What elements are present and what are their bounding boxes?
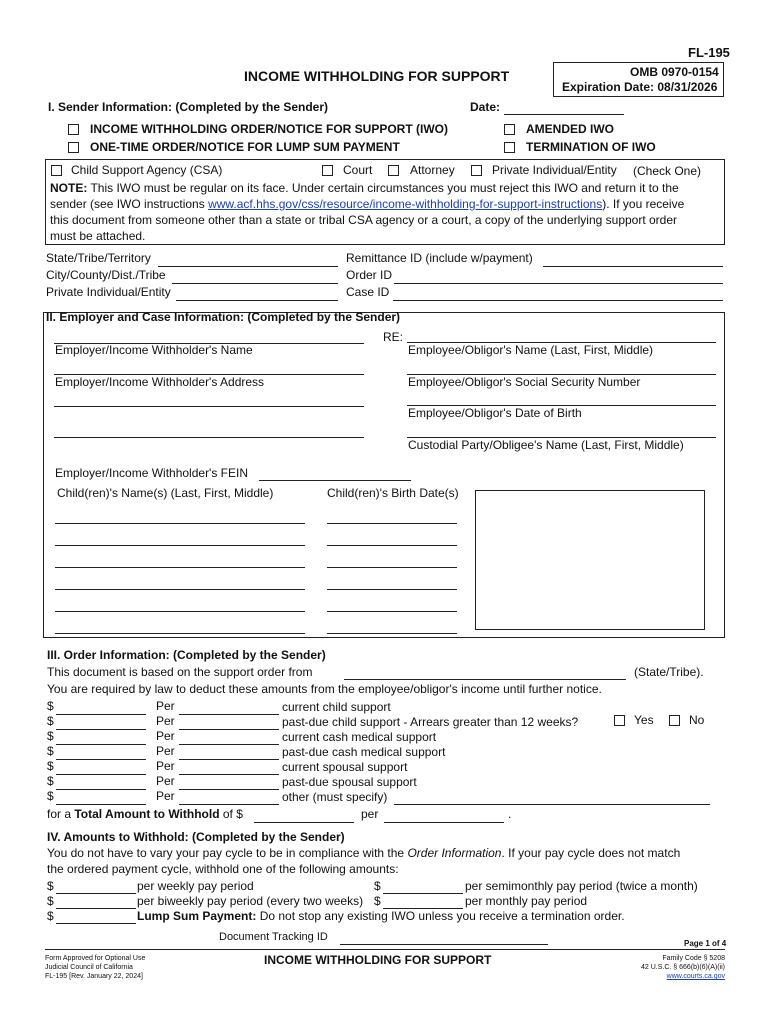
custodial-label: Custodial Party/Obligee's Name (Last, First, Middle) [408, 438, 684, 452]
section-4-text-1 [47, 846, 680, 860]
lump-sum-amount-field[interactable] [56, 923, 136, 924]
note-label: NOTE: [50, 181, 88, 195]
dollar-sign: $ [47, 894, 54, 908]
website-link[interactable]: www.courts.ca.gov [666, 973, 725, 980]
additional-info-box[interactable] [475, 490, 705, 630]
per-label: Per [156, 774, 175, 788]
private-entity-label: Private Individual/Entity [46, 285, 171, 299]
child-name-2[interactable] [55, 545, 305, 546]
total-per-label: per [361, 807, 379, 821]
total-per-field[interactable] [384, 822, 504, 823]
onetime-label: ONE-TIME ORDER/NOTICE FOR LUMP SUM PAYMENT [90, 140, 400, 154]
child-name-3[interactable] [55, 567, 305, 568]
case-id-label: Case ID [346, 285, 390, 299]
section-3-heading: III. Order Information: (Completed by the Sender) [47, 648, 326, 662]
text-1-italic: Order Information [407, 846, 502, 860]
dollar-sign: $ [374, 879, 381, 893]
dollar-sign: $ [47, 909, 54, 923]
private-label: Private Individual/Entity [492, 163, 617, 177]
total-line [47, 807, 243, 821]
per-field-4[interactable] [179, 759, 279, 760]
child-name-5[interactable] [55, 611, 305, 612]
per-label: Per [156, 759, 175, 773]
dollar-sign: $ [47, 759, 54, 773]
tracking-field[interactable] [340, 944, 548, 945]
child-dob-2[interactable] [327, 545, 457, 546]
per-field-7[interactable] [179, 804, 279, 805]
lump-sum-line [137, 909, 625, 923]
city-label: City/County/Dist./Tribe [46, 268, 166, 282]
dollar-sign: $ [47, 714, 54, 728]
attorney-label: Attorney [410, 163, 455, 177]
footer-title: INCOME WITHHOLDING FOR SUPPORT [264, 953, 492, 967]
court-checkbox[interactable] [322, 165, 333, 176]
dollar-sign: $ [47, 774, 54, 788]
section-2-heading: II. Employer and Case Information: (Completed by the Sender) [46, 310, 401, 324]
footer-divider [45, 949, 725, 950]
based-on-label: This document is based on the support order from [47, 665, 313, 679]
state-tribe-label: (State/Tribe). [634, 665, 704, 679]
children-dob-label: Child(ren)'s Birth Date(s) [327, 486, 459, 500]
omb-box [553, 62, 724, 97]
required-text: You are required by law to deduct these amounts from the employee/obligor's income until further notice. [47, 682, 602, 696]
per-field-1[interactable] [179, 714, 279, 715]
case-id-field[interactable] [393, 300, 723, 301]
onetime-checkbox[interactable] [68, 142, 79, 153]
re-label: RE: [383, 330, 404, 344]
per-label: Per [156, 699, 175, 713]
row-label-5: current spousal support [282, 760, 408, 774]
per-label: Per [156, 789, 175, 803]
family-code-text: Family Code § 5208 [662, 955, 725, 962]
termination-checkbox[interactable] [504, 142, 515, 153]
fein-label: Employer/Income Withholder's FEIN [55, 466, 249, 480]
other-specify-field[interactable] [394, 804, 710, 805]
biweekly-amount-field[interactable] [56, 908, 136, 909]
semimonthly-label: per semimonthly pay period (twice a month) [465, 879, 698, 893]
order-id-field[interactable] [394, 283, 723, 284]
state-tribe-field[interactable] [344, 679, 626, 680]
weekly-label: per weekly pay period [137, 879, 254, 893]
section-1-heading: I. Sender Information: (Completed by the Sender) [48, 100, 329, 114]
dollar-sign: $ [47, 729, 54, 743]
amount-field-4[interactable] [56, 759, 146, 760]
note-line-3: this document from someone other than a state or tribal CSA agency or a court, a copy of the underlying support order [50, 213, 678, 227]
dollar-sign: $ [374, 894, 381, 908]
iwo-label: INCOME WITHHOLDING ORDER/NOTICE FOR SUPPORT (IWO) [90, 122, 448, 136]
omb-number: OMB 0970-0154 [630, 65, 719, 79]
amount-field-6[interactable] [56, 789, 146, 790]
amended-label: AMENDED IWO [526, 122, 614, 136]
employer-address-line-3[interactable] [54, 437, 364, 438]
date-field[interactable] [504, 114, 624, 115]
court-label: Court [343, 163, 373, 177]
order-id-label: Order ID [346, 268, 393, 282]
child-dob-4[interactable] [327, 589, 457, 590]
state-field[interactable] [158, 266, 338, 267]
total-of: of $ [219, 807, 243, 821]
child-dob-1[interactable] [327, 523, 457, 524]
note-text-2a: sender (see IWO instructions [50, 197, 209, 211]
lump-sum-label: Lump Sum Payment: [137, 909, 257, 923]
semimonthly-amount-field[interactable] [383, 893, 463, 894]
state-label: State/Tribe/Territory [46, 251, 151, 265]
child-dob-5[interactable] [327, 611, 457, 612]
child-dob-6[interactable] [327, 633, 457, 634]
child-dob-3[interactable] [327, 567, 457, 568]
iwo-checkbox[interactable] [68, 124, 79, 135]
arrears-no-label: No [689, 713, 705, 727]
per-field-5[interactable] [179, 774, 279, 775]
amount-field-7[interactable] [56, 804, 146, 805]
lump-sum-text: Do not stop any existing IWO unless you receive a termination order. [256, 909, 625, 923]
form-number: FL-195 [688, 45, 730, 60]
amended-checkbox[interactable] [504, 124, 515, 135]
arrears-yes-checkbox[interactable] [614, 715, 625, 726]
note-text-1: This IWO must be regular on its face. Under certain circumstances you must reject this IWO and return it to the [87, 181, 679, 195]
instructions-link[interactable]: www.acf.hhs.gov/css/resource/income-withholding-for-support-instructions [208, 197, 603, 211]
employee-dob-label: Employee/Obligor's Date of Birth [408, 406, 582, 420]
employer-address-label: Employer/Income Withholder's Address [55, 375, 265, 389]
employer-address-line-2[interactable] [54, 406, 364, 407]
text-1b: . If your pay cycle does not match [501, 846, 681, 860]
per-label: Per [156, 729, 175, 743]
row-label-6: past-due spousal support [282, 775, 417, 789]
employer-name-label: Employer/Income Withholder's Name [55, 343, 253, 357]
usc-text: 42 U.S.C. § 666(b)(6)(A)(ii) [640, 964, 725, 971]
amount-field-2[interactable] [56, 729, 146, 730]
row-label-3: current cash medical support [282, 730, 437, 744]
employee-ssn-label: Employee/Obligor's Social Security Number [408, 375, 641, 389]
child-name-4[interactable] [55, 589, 305, 590]
approved-text: Form Approved for Optional Use [45, 955, 146, 962]
per-label: Per [156, 744, 175, 758]
per-field-3[interactable] [179, 744, 279, 745]
amount-field-1[interactable] [56, 714, 146, 715]
weekly-amount-field[interactable] [56, 893, 136, 894]
private-entity-field[interactable] [176, 300, 338, 301]
remittance-label: Remittance ID (include w/payment) [346, 251, 533, 265]
total-prefix: for a [47, 807, 75, 821]
total-period: . [508, 807, 512, 821]
dollar-sign: $ [47, 744, 54, 758]
arrears-no-checkbox[interactable] [669, 715, 680, 726]
dollar-sign: $ [47, 879, 54, 893]
per-field-2[interactable] [179, 729, 279, 730]
arrears-yes-label: Yes [634, 713, 654, 727]
monthly-label: per monthly pay period [465, 894, 588, 908]
child-name-6[interactable] [55, 633, 305, 634]
row-label-2: past-due child support - Arrears greater than 12 weeks? [282, 715, 579, 729]
termination-label: TERMINATION OF IWO [526, 140, 656, 154]
council-text: Judicial Council of California [45, 964, 133, 971]
revision-text: FL-195 [Rev. January 22, 2024] [45, 973, 143, 980]
remittance-field[interactable] [543, 266, 723, 267]
row-label-4: past-due cash medical support [282, 745, 446, 759]
page-number: Page 1 of 4 [684, 939, 727, 948]
check-one-label: (Check One) [633, 164, 702, 178]
note-line-1 [50, 181, 679, 195]
city-field[interactable] [172, 283, 338, 284]
attorney-checkbox[interactable] [388, 165, 399, 176]
amount-field-5[interactable] [56, 774, 146, 775]
total-amount-field[interactable] [254, 822, 354, 823]
section-4-heading: IV. Amounts to Withhold: (Completed by the Sender) [47, 830, 345, 844]
text-1a: You do not have to vary your pay cycle to be in compliance with the [47, 846, 408, 860]
csa-label: Child Support Agency (CSA) [71, 163, 223, 177]
csa-checkbox[interactable] [51, 165, 62, 176]
expiration-date: Expiration Date: 08/31/2026 [562, 80, 718, 94]
employee-name-label: Employee/Obligor's Name (Last, First, Middle) [408, 343, 654, 357]
amount-field-3[interactable] [56, 744, 146, 745]
per-field-6[interactable] [179, 789, 279, 790]
dollar-sign: $ [47, 699, 54, 713]
note-line-4: must be attached. [50, 229, 146, 243]
total-label: Total Amount to Withhold [74, 807, 220, 821]
biweekly-label: per biweekly pay period (every two weeks) [137, 894, 364, 908]
per-label: Per [156, 714, 175, 728]
page-title: INCOME WITHHOLDING FOR SUPPORT [244, 68, 510, 84]
tracking-label: Document Tracking ID [219, 931, 328, 943]
row-label-7: other (must specify) [282, 790, 388, 804]
dollar-sign: $ [47, 789, 54, 803]
note-text-2b: ). If you receive [602, 197, 685, 211]
section-4-text-2: the ordered payment cycle, withhold one of the following amounts: [47, 862, 399, 876]
row-label-1: current child support [282, 700, 391, 714]
note-line-2 [50, 197, 684, 211]
children-names-label: Child(ren)'s Name(s) (Last, First, Middle) [57, 486, 274, 500]
private-checkbox[interactable] [471, 165, 482, 176]
child-name-1[interactable] [55, 523, 305, 524]
date-label: Date: [470, 100, 501, 114]
fein-field[interactable] [259, 480, 411, 481]
